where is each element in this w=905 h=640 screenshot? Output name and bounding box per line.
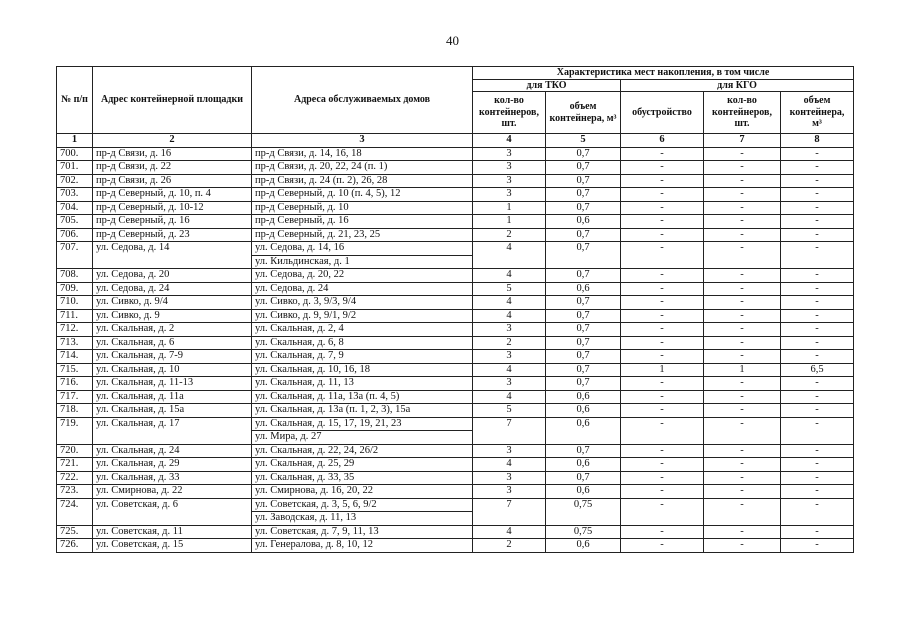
- header-houses: Адреса обслуживаемых домов: [252, 67, 473, 134]
- houses-cell: [252, 242, 473, 269]
- row-number-cell: 726.: [57, 539, 93, 553]
- kgo-count-cell: -: [704, 458, 781, 472]
- row-number-cell: 706.: [57, 228, 93, 242]
- tko-count-cell: 4: [473, 309, 546, 323]
- house-address: ул. Скальная, д. 11а, 13а (п. 4, 5): [255, 390, 400, 402]
- houses-cell: [252, 282, 473, 296]
- houses-cell: [252, 404, 473, 418]
- tko-volume-cell: 0,7: [546, 269, 621, 283]
- house-address: ул. Скальная, д. 33, 35: [255, 471, 355, 483]
- table-row: [57, 458, 854, 472]
- tko-volume-cell: 0,75: [546, 498, 621, 525]
- kgo-count-cell: -: [704, 417, 781, 444]
- row-number-cell: 701.: [57, 161, 93, 175]
- equipment-cell: -: [621, 377, 704, 391]
- kgo-count-cell: 1: [704, 363, 781, 377]
- houses-cell: [252, 539, 473, 553]
- table-row: [57, 323, 854, 337]
- tko-count-cell: 4: [473, 269, 546, 283]
- table-body: [57, 147, 854, 552]
- kgo-volume-cell: -: [781, 444, 854, 458]
- houses-cell: [252, 485, 473, 499]
- houses-cell: [252, 350, 473, 364]
- equipment-cell: -: [621, 296, 704, 310]
- row-number-cell: 721.: [57, 458, 93, 472]
- equipment-cell: -: [621, 323, 704, 337]
- tko-count-cell: 3: [473, 485, 546, 499]
- house-address: ул. Скальная, д. 22, 24, 26/2: [255, 444, 379, 456]
- header-number: № п/п: [57, 67, 93, 134]
- tko-volume-cell: 0,7: [546, 444, 621, 458]
- equipment-cell: 1: [621, 363, 704, 377]
- kgo-count-cell: -: [704, 296, 781, 310]
- table-row: [57, 309, 854, 323]
- tko-volume-cell: 0,7: [546, 188, 621, 202]
- site-address-cell: ул. Скальная, д. 17: [93, 417, 252, 444]
- house-address: ул. Скальная, д. 2, 4: [255, 323, 344, 334]
- house-address: ул. Седова, д. 20, 22: [255, 269, 345, 280]
- site-address-cell: ул. Советская, д. 15: [93, 539, 252, 553]
- kgo-volume-cell: -: [781, 336, 854, 350]
- site-address-cell: пр-д Связи, д. 22: [93, 161, 252, 175]
- row-number-cell: 716.: [57, 377, 93, 391]
- row-number-cell: 710.: [57, 296, 93, 310]
- table-row: [57, 525, 854, 539]
- kgo-volume-cell: -: [781, 471, 854, 485]
- tko-volume-cell: 0,7: [546, 161, 621, 175]
- row-number-cell: 719.: [57, 417, 93, 444]
- kgo-volume-cell: -: [781, 161, 854, 175]
- kgo-volume-cell: -: [781, 201, 854, 215]
- tko-volume-cell: 0,7: [546, 242, 621, 269]
- kgo-volume-cell: 6,5: [781, 363, 854, 377]
- row-number-cell: 725.: [57, 525, 93, 539]
- kgo-count-cell: -: [704, 269, 781, 283]
- house-address: ул. Смирнова, д. 16, 20, 22: [255, 485, 373, 496]
- site-address-cell: ул. Скальная, д. 29: [93, 458, 252, 472]
- equipment-cell: -: [621, 201, 704, 215]
- table-row: [57, 350, 854, 364]
- equipment-cell: -: [621, 336, 704, 350]
- tko-count-cell: 2: [473, 228, 546, 242]
- equipment-cell: -: [621, 309, 704, 323]
- tko-volume-cell: 0,6: [546, 539, 621, 553]
- houses-cell: [252, 458, 473, 472]
- table-row: [57, 498, 854, 525]
- site-address-cell: ул. Сивко, д. 9: [93, 309, 252, 323]
- site-address-cell: ул. Скальная, д. 2: [93, 323, 252, 337]
- equipment-cell: -: [621, 471, 704, 485]
- table-row: [57, 242, 854, 269]
- houses-cell: [252, 228, 473, 242]
- tko-count-cell: 2: [473, 336, 546, 350]
- tko-volume-cell: 0,7: [546, 309, 621, 323]
- row-number-cell: 704.: [57, 201, 93, 215]
- column-number: 2: [93, 134, 252, 148]
- kgo-count-cell: -: [704, 404, 781, 418]
- houses-cell: [252, 377, 473, 391]
- row-number-cell: 707.: [57, 242, 93, 269]
- kgo-count-cell: -: [704, 323, 781, 337]
- table-row: [57, 296, 854, 310]
- houses-cell: [252, 390, 473, 404]
- houses-cell: [252, 525, 473, 539]
- kgo-count-cell: -: [704, 147, 781, 161]
- tko-count-cell: 1: [473, 215, 546, 229]
- tko-volume-cell: 0,6: [546, 282, 621, 296]
- kgo-volume-cell: -: [781, 404, 854, 418]
- row-number-cell: 708.: [57, 269, 93, 283]
- tko-volume-cell: 0,7: [546, 323, 621, 337]
- header-kgo-volume: объем контейнера, м³: [781, 92, 854, 134]
- house-address: ул. Скальная, д. 7, 9: [255, 350, 344, 361]
- kgo-volume-cell: -: [781, 485, 854, 499]
- houses-cell: [252, 296, 473, 310]
- tko-volume-cell: 0,7: [546, 228, 621, 242]
- kgo-count-cell: -: [704, 498, 781, 525]
- equipment-cell: -: [621, 539, 704, 553]
- kgo-count-cell: -: [704, 161, 781, 175]
- house-address: пр-д Северный, д. 10: [255, 201, 349, 213]
- header-equipment: обустройство: [621, 92, 704, 134]
- houses-cell: [252, 201, 473, 215]
- house-address: пр-д Связи, д. 20, 22, 24 (п. 1): [255, 161, 388, 172]
- equipment-cell: -: [621, 147, 704, 161]
- house-address: ул. Скальная, д. 10, 16, 18: [255, 363, 370, 375]
- table-row: [57, 215, 854, 229]
- equipment-cell: -: [621, 444, 704, 458]
- kgo-count-cell: -: [704, 485, 781, 499]
- table-row: [57, 485, 854, 499]
- house-address: ул. Седова, д. 24: [255, 282, 329, 294]
- column-number-row: [57, 134, 854, 148]
- row-number-cell: 711.: [57, 309, 93, 323]
- table-row: [57, 161, 854, 175]
- kgo-volume-cell: -: [781, 269, 854, 283]
- kgo-volume-cell: -: [781, 539, 854, 553]
- header-site-address: Адрес контейнерной площадки: [93, 67, 252, 134]
- site-address-cell: ул. Седова, д. 20: [93, 269, 252, 283]
- table-row: [57, 363, 854, 377]
- tko-volume-cell: 0,7: [546, 377, 621, 391]
- tko-count-cell: 3: [473, 174, 546, 188]
- house-address: ул. Советская, д. 3, 5, 6, 9/2: [255, 498, 377, 510]
- header-characteristics: Характеристика мест накопления, в том числе: [473, 67, 854, 80]
- kgo-count-cell: -: [704, 336, 781, 350]
- table-row: [57, 390, 854, 404]
- site-address-cell: пр-д Связи, д. 16: [93, 147, 252, 161]
- column-number: 8: [781, 134, 854, 148]
- equipment-cell: -: [621, 228, 704, 242]
- tko-count-cell: 5: [473, 404, 546, 418]
- houses-cell: [252, 215, 473, 229]
- kgo-volume-cell: -: [781, 282, 854, 296]
- tko-count-cell: 7: [473, 498, 546, 525]
- row-number-cell: 705.: [57, 215, 93, 229]
- tko-volume-cell: 0,7: [546, 471, 621, 485]
- site-address-cell: ул. Скальная, д. 15а: [93, 404, 252, 418]
- tko-count-cell: 3: [473, 444, 546, 458]
- kgo-count-cell: -: [704, 309, 781, 323]
- tko-count-cell: 3: [473, 323, 546, 337]
- table-row: [57, 417, 854, 444]
- house-address: ул. Сивко, д. 3, 9/3, 9/4: [255, 296, 357, 307]
- column-number: 6: [621, 134, 704, 148]
- kgo-count-cell: -: [704, 539, 781, 553]
- tko-count-cell: 4: [473, 363, 546, 377]
- house-address: ул. Седова, д. 14, 16: [255, 242, 345, 253]
- row-number-cell: 713.: [57, 336, 93, 350]
- column-number: 1: [57, 134, 93, 148]
- tko-volume-cell: 0,7: [546, 174, 621, 188]
- site-address-cell: ул. Советская, д. 6: [93, 498, 252, 525]
- kgo-volume-cell: -: [781, 228, 854, 242]
- houses-cell: [252, 417, 473, 444]
- tko-count-cell: 7: [473, 417, 546, 444]
- row-number-cell: 700.: [57, 147, 93, 161]
- row-number-cell: 712.: [57, 323, 93, 337]
- equipment-cell: -: [621, 525, 704, 539]
- site-address-cell: ул. Скальная, д. 24: [93, 444, 252, 458]
- tko-count-cell: 4: [473, 390, 546, 404]
- site-address-cell: ул. Советская, д. 11: [93, 525, 252, 539]
- kgo-volume-cell: -: [781, 309, 854, 323]
- tko-count-cell: 2: [473, 539, 546, 553]
- container-sites-table: [56, 66, 854, 553]
- column-number: 7: [704, 134, 781, 148]
- house-address: ул. Скальная, д. 25, 29: [255, 458, 355, 469]
- houses-cell: [252, 363, 473, 377]
- houses-cell: [252, 309, 473, 323]
- header-kgo-count: кол-во контейнеров, шт.: [704, 92, 781, 134]
- tko-volume-cell: 0,7: [546, 296, 621, 310]
- kgo-count-cell: -: [704, 242, 781, 269]
- tko-count-cell: 4: [473, 242, 546, 269]
- row-number-cell: 723.: [57, 485, 93, 499]
- row-number-cell: 720.: [57, 444, 93, 458]
- houses-cell: [252, 269, 473, 283]
- house-address: ул. Генералова, д. 8, 10, 12: [255, 539, 374, 550]
- column-number: 4: [473, 134, 546, 148]
- houses-cell: [252, 161, 473, 175]
- tko-volume-cell: 0,6: [546, 404, 621, 418]
- tko-volume-cell: 0,7: [546, 147, 621, 161]
- kgo-count-cell: -: [704, 390, 781, 404]
- table-row: [57, 404, 854, 418]
- row-number-cell: 709.: [57, 282, 93, 296]
- table-row: [57, 228, 854, 242]
- house-address: ул. Заводская, д. 11, 13: [252, 511, 472, 525]
- header-kgo: для КГО: [621, 79, 854, 92]
- equipment-cell: -: [621, 417, 704, 444]
- row-number-cell: 715.: [57, 363, 93, 377]
- row-number-cell: 714.: [57, 350, 93, 364]
- header-tko-volume: объем контейнера, м³: [546, 92, 621, 134]
- kgo-volume-cell: -: [781, 296, 854, 310]
- site-address-cell: пр-д Северный, д. 10, п. 4: [93, 188, 252, 202]
- kgo-volume-cell: -: [781, 242, 854, 269]
- kgo-count-cell: -: [704, 377, 781, 391]
- house-address: пр-д Связи, д. 14, 16, 18: [255, 147, 362, 159]
- row-number-cell: 722.: [57, 471, 93, 485]
- houses-cell: [252, 444, 473, 458]
- houses-cell: [252, 188, 473, 202]
- kgo-count-cell: -: [704, 350, 781, 364]
- table-row: [57, 336, 854, 350]
- house-address: ул. Советская, д. 7, 9, 11, 13: [255, 525, 379, 537]
- site-address-cell: ул. Смирнова, д. 22: [93, 485, 252, 499]
- equipment-cell: -: [621, 215, 704, 229]
- tko-count-cell: 3: [473, 161, 546, 175]
- tko-count-cell: 3: [473, 188, 546, 202]
- kgo-count-cell: -: [704, 471, 781, 485]
- column-number: 5: [546, 134, 621, 148]
- tko-volume-cell: 0,6: [546, 485, 621, 499]
- site-address-cell: ул. Седова, д. 14: [93, 242, 252, 269]
- house-address: ул. Мира, д. 27: [252, 430, 472, 444]
- house-address: пр-д Связи, д. 24 (п. 2), 26, 28: [255, 174, 388, 186]
- site-address-cell: пр-д Связи, д. 26: [93, 174, 252, 188]
- house-address: ул. Кильдинская, д. 1: [252, 255, 472, 269]
- row-number-cell: 703.: [57, 188, 93, 202]
- table-header: [57, 67, 854, 148]
- house-address: ул. Сивко, д. 9, 9/1, 9/2: [255, 309, 357, 321]
- site-address-cell: пр-д Северный, д. 16: [93, 215, 252, 229]
- kgo-count-cell: -: [704, 201, 781, 215]
- tko-volume-cell: 0,6: [546, 417, 621, 444]
- tko-count-cell: 5: [473, 282, 546, 296]
- site-address-cell: ул. Скальная, д. 11а: [93, 390, 252, 404]
- kgo-volume-cell: -: [781, 174, 854, 188]
- equipment-cell: -: [621, 404, 704, 418]
- kgo-volume-cell: -: [781, 417, 854, 444]
- equipment-cell: -: [621, 485, 704, 499]
- table-row: [57, 377, 854, 391]
- tko-count-cell: 1: [473, 201, 546, 215]
- kgo-count-cell: -: [704, 215, 781, 229]
- column-number: 3: [252, 134, 473, 148]
- tko-count-cell: 3: [473, 350, 546, 364]
- tko-count-cell: 3: [473, 377, 546, 391]
- site-address-cell: ул. Скальная, д. 10: [93, 363, 252, 377]
- equipment-cell: -: [621, 282, 704, 296]
- row-number-cell: 718.: [57, 404, 93, 418]
- equipment-cell: -: [621, 242, 704, 269]
- table-row: [57, 147, 854, 161]
- row-number-cell: 724.: [57, 498, 93, 525]
- table-row: [57, 471, 854, 485]
- kgo-count-cell: -: [704, 188, 781, 202]
- house-address: пр-д Северный, д. 21, 23, 25: [255, 228, 381, 240]
- kgo-volume-cell: -: [781, 323, 854, 337]
- houses-cell: [252, 336, 473, 350]
- kgo-volume-cell: -: [781, 188, 854, 202]
- house-address: ул. Скальная, д. 6, 8: [255, 336, 344, 348]
- equipment-cell: -: [621, 390, 704, 404]
- page-number: 40: [446, 33, 459, 48]
- row-number-cell: 702.: [57, 174, 93, 188]
- kgo-count-cell: -: [704, 174, 781, 188]
- tko-volume-cell: 0,7: [546, 350, 621, 364]
- table-row: [57, 539, 854, 553]
- kgo-count-cell: -: [704, 525, 781, 539]
- table-row: [57, 174, 854, 188]
- site-address-cell: ул. Скальная, д. 7-9: [93, 350, 252, 364]
- tko-count-cell: 3: [473, 471, 546, 485]
- houses-cell: [252, 174, 473, 188]
- house-address: пр-д Северный, д. 16: [255, 215, 349, 226]
- kgo-count-cell: -: [704, 282, 781, 296]
- house-address: пр-д Северный, д. 10 (п. 4, 5), 12: [255, 188, 401, 199]
- site-address-cell: ул. Скальная, д. 33: [93, 471, 252, 485]
- equipment-cell: -: [621, 174, 704, 188]
- tko-volume-cell: 0,75: [546, 525, 621, 539]
- tko-volume-cell: 0,6: [546, 390, 621, 404]
- equipment-cell: -: [621, 350, 704, 364]
- kgo-volume-cell: -: [781, 525, 854, 539]
- tko-count-cell: 3: [473, 147, 546, 161]
- tko-volume-cell: 0,6: [546, 458, 621, 472]
- equipment-cell: -: [621, 498, 704, 525]
- row-number-cell: 717.: [57, 390, 93, 404]
- header-tko-count: кол-во контейнеров, шт.: [473, 92, 546, 134]
- kgo-volume-cell: -: [781, 147, 854, 161]
- table-row: [57, 188, 854, 202]
- site-address-cell: пр-д Северный, д. 23: [93, 228, 252, 242]
- tko-volume-cell: 0,7: [546, 201, 621, 215]
- kgo-volume-cell: -: [781, 390, 854, 404]
- house-address: ул. Скальная, д. 11, 13: [255, 377, 354, 388]
- tko-volume-cell: 0,6: [546, 215, 621, 229]
- site-address-cell: ул. Седова, д. 24: [93, 282, 252, 296]
- tko-volume-cell: 0,7: [546, 363, 621, 377]
- table-row: [57, 282, 854, 296]
- site-address-cell: пр-д Северный, д. 10-12: [93, 201, 252, 215]
- houses-cell: [252, 471, 473, 485]
- table-row: [57, 201, 854, 215]
- kgo-count-cell: -: [704, 228, 781, 242]
- equipment-cell: -: [621, 458, 704, 472]
- tko-count-cell: 4: [473, 458, 546, 472]
- table-row: [57, 269, 854, 283]
- kgo-volume-cell: -: [781, 498, 854, 525]
- tko-count-cell: 4: [473, 525, 546, 539]
- kgo-volume-cell: -: [781, 377, 854, 391]
- houses-cell: [252, 498, 473, 525]
- site-address-cell: ул. Сивко, д. 9/4: [93, 296, 252, 310]
- house-address: ул. Скальная, д. 13а (п. 1, 2, 3), 15а: [255, 404, 411, 415]
- kgo-volume-cell: -: [781, 350, 854, 364]
- equipment-cell: -: [621, 269, 704, 283]
- table-row: [57, 444, 854, 458]
- tko-count-cell: 4: [473, 296, 546, 310]
- kgo-count-cell: -: [704, 444, 781, 458]
- houses-cell: [252, 147, 473, 161]
- site-address-cell: ул. Скальная, д. 6: [93, 336, 252, 350]
- kgo-volume-cell: -: [781, 215, 854, 229]
- houses-cell: [252, 323, 473, 337]
- equipment-cell: -: [621, 161, 704, 175]
- header-tko: для ТКО: [473, 79, 621, 92]
- tko-volume-cell: 0,7: [546, 336, 621, 350]
- site-address-cell: ул. Скальная, д. 11-13: [93, 377, 252, 391]
- house-address: ул. Скальная, д. 15, 17, 19, 21, 23: [255, 417, 402, 429]
- kgo-volume-cell: -: [781, 458, 854, 472]
- equipment-cell: -: [621, 188, 704, 202]
